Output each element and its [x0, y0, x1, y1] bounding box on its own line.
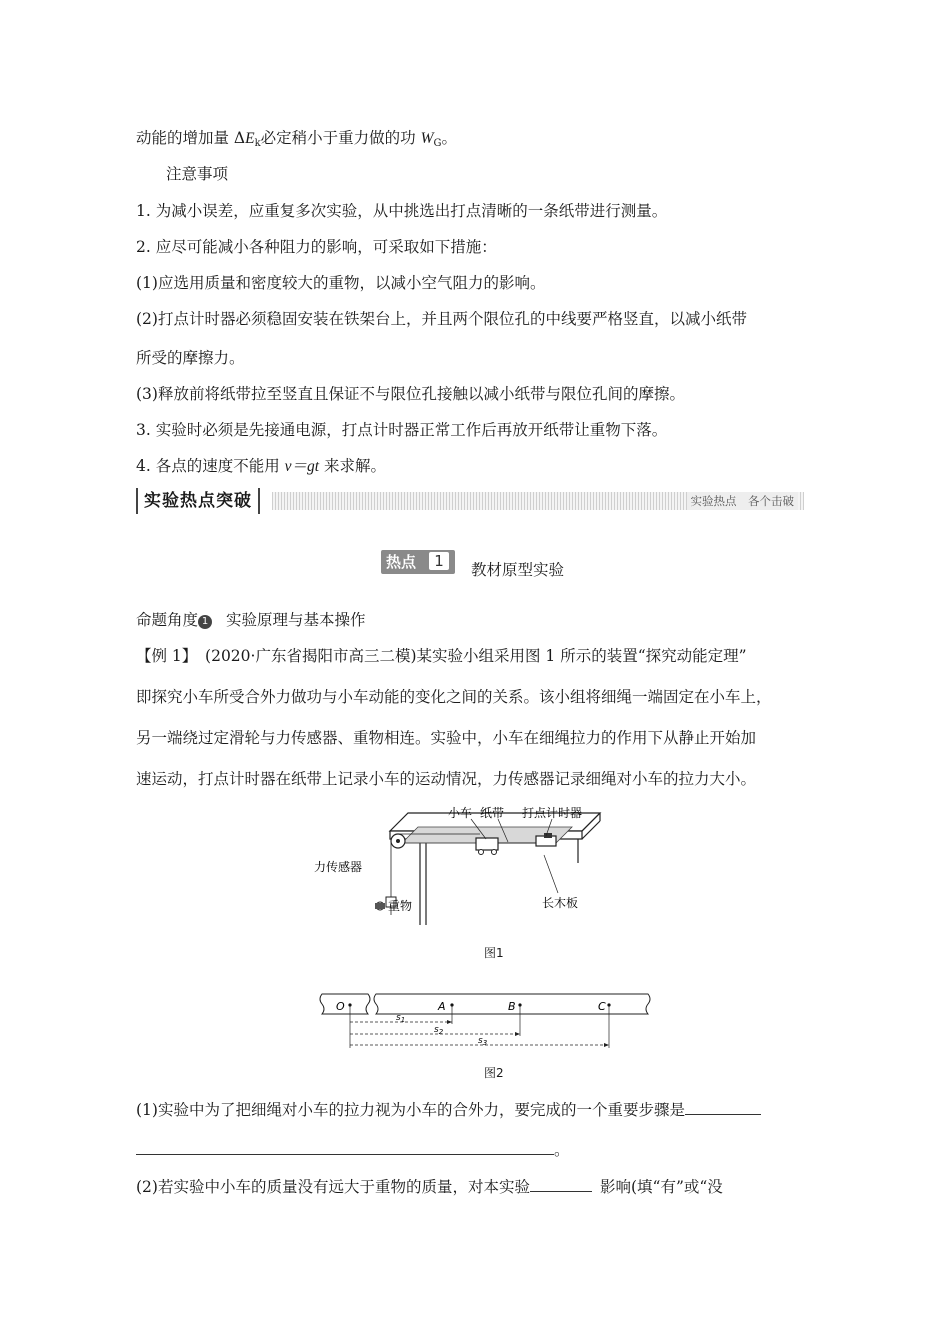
text-fragment: 来求解。 [319, 457, 387, 475]
question-1-continued [136, 1140, 570, 1160]
angle-title: 实验原理与基本操作 [226, 611, 366, 629]
subscript-g: G [433, 138, 442, 149]
figure1-caption: 图1 [484, 946, 504, 960]
note-item: 所受的摩擦力。 [136, 349, 245, 367]
question-1 [136, 1100, 761, 1120]
text-fragment: 4. 各点的速度不能用 [136, 457, 285, 475]
note-item: 2. 应尽可能减小各种阻力的影响，可采取如下措施： [136, 238, 497, 256]
label-board: 长木板 [542, 896, 579, 910]
text-fragment: 必定稍小于重力做的功 [260, 129, 421, 147]
answer-blank-2[interactable] [530, 1177, 592, 1192]
note-item: 3. 实验时必须是先接通电源，打点计时器正常工作后再放开纸带让重物下落。 [136, 421, 668, 439]
formula-v-gt: v＝gt [284, 458, 320, 475]
figure1-apparatus [310, 803, 610, 938]
text-fragment: 动能的增加量 Δ [136, 129, 246, 147]
note-item: (3)释放前将纸带拉至竖直且保证不与限位孔接触以减小纸带与限位孔间的摩擦。 [136, 385, 685, 403]
example-line: 【例 1】 (2020·广东省揭阳市高三二模)某实验小组采用图 1 所示的装置“探究动能定理” [136, 647, 747, 665]
symbol-ek: E [245, 130, 255, 147]
example-line: 即探究小车所受合外力做功与小车动能的变化之间的关系。该小组将细绳一端固定在小车上， [136, 688, 772, 706]
note-item: 1. 为减小误差，应重复多次实验，从中挑选出打点清晰的一条纸带进行测量。 [136, 202, 668, 220]
paragraph-energy [136, 128, 457, 154]
hotspot-title: 教材原型实验 [471, 561, 565, 579]
notes-heading: 注意事项 [166, 165, 229, 183]
figure2-tape [316, 990, 656, 1052]
question-2-text-end: 影响(填“有”或“没 [599, 1178, 723, 1196]
figure2-caption: 图2 [484, 1066, 504, 1080]
question-2 [136, 1177, 723, 1197]
note-item-4 [136, 456, 386, 477]
question-1-text: (1)实验中为了把细绳对小车的拉力视为小车的合外力，要完成的一个重要步骤是 [136, 1101, 685, 1119]
cart [476, 838, 498, 850]
text-fragment: 。 [441, 129, 458, 147]
section-banner [136, 488, 804, 514]
banner-title: 实验热点突破 [136, 488, 260, 514]
hotspot-number: 1 [429, 552, 449, 570]
label-s2: $s_2$ [434, 1025, 444, 1036]
label-s1: $s_1$ [396, 1013, 406, 1024]
answer-blank-1[interactable] [685, 1100, 761, 1115]
label-tape: 纸带 [480, 806, 505, 820]
example-line: 速运动，打点计时器在纸带上记录小车的运动情况，力传感器记录细绳对小车的拉力大小。 [136, 770, 757, 788]
point-a: A [438, 1000, 446, 1013]
hotspot-badge-label: 热点 [386, 553, 417, 571]
label-s3: $s_3$ [478, 1036, 488, 1047]
point-o: O [336, 1000, 345, 1013]
label-sensor: 力传感器 [314, 860, 363, 874]
note-item: (2)打点计时器必须稳固安装在铁架台上，并且两个限位孔的中线要严格竖直，以减小纸带 [136, 310, 747, 328]
symbol-wg: W [420, 130, 434, 147]
note-item: (1)应选用质量和密度较大的重物，以减小空气阻力的影响。 [136, 274, 546, 292]
text-fragment: 。 [554, 1141, 570, 1159]
point-b: B [508, 1000, 516, 1013]
angle-number-badge: 1 [198, 615, 212, 629]
subscript-k: k [254, 138, 261, 149]
angle-heading [136, 610, 366, 630]
label-timer: 打点计时器 [522, 806, 583, 820]
tape-piece-left [320, 994, 370, 1014]
label-car: 小车 [448, 806, 473, 820]
example-line: 另一端绕过定滑轮与力传感器、重物相连。实验中，小车在细绳拉力的作用下从静止开始加 [136, 729, 757, 747]
banner-subtitle: 实验热点 各个击破 [687, 492, 799, 510]
point-c: C [598, 1000, 606, 1013]
question-2-text: (2)若实验中小车的质量没有远大于重物的质量，对本实验 [136, 1178, 530, 1196]
answer-blank-1-cont[interactable] [136, 1140, 554, 1155]
label-weight: 重物 [388, 899, 413, 913]
angle-prefix: 命题角度 [136, 611, 199, 629]
